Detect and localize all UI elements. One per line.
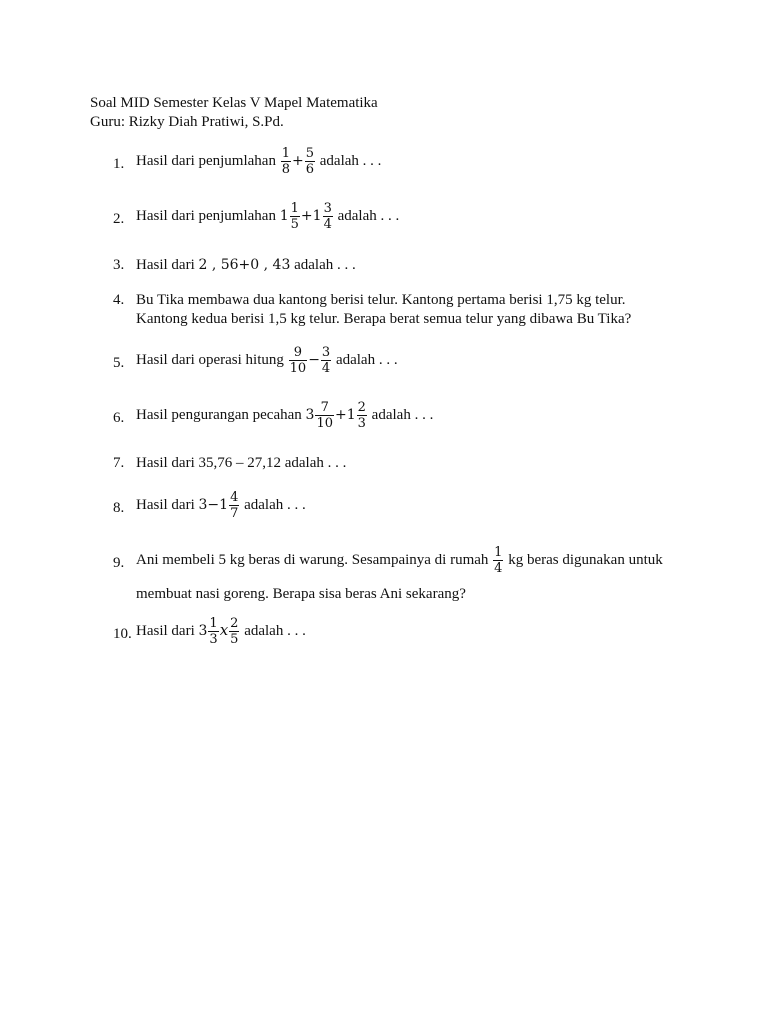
question-8 [113, 490, 713, 521]
teacher-name: Guru: Rizky Diah Pratiwi, S.Pd. [90, 114, 284, 130]
fraction: $\frac{9}{10}$ [289, 345, 307, 376]
question-text-line-2: membuat nasi goreng. Berapa sisa beras Ani sekarang? [136, 586, 466, 602]
question-suffix: adalah . . . [371, 406, 434, 423]
question-text: Hasil dari [136, 496, 195, 513]
whole-number: 1 [346, 406, 356, 423]
whole-number: 1 [219, 496, 229, 513]
fraction: $\frac{5}{6}$ [305, 146, 315, 177]
question-text: Hasil dari penjumlahan [136, 152, 276, 169]
operator: + [292, 152, 304, 169]
operator: x [219, 620, 229, 639]
question-9 [113, 545, 733, 604]
operator: − [308, 351, 320, 368]
whole-number: 3 [198, 622, 208, 639]
operator: + [334, 406, 347, 423]
question-text: Hasil dari operasi hitung [136, 351, 284, 368]
fraction: $\frac{4}{7}$ [230, 490, 239, 521]
fraction: $\frac{1}{4}$ [494, 545, 503, 576]
question-text: Hasil dari [136, 257, 195, 273]
question-text: Hasil pengurangan pecahan [136, 406, 302, 423]
question-number: 4. [113, 292, 125, 308]
question-text-line-1: Bu Tika membawa dua kantong berisi telur. Kantong pertama berisi 1,75 kg telur. [136, 292, 626, 308]
fraction: $\frac{3}{4}$ [321, 345, 331, 376]
question-suffix: adalah . . . [294, 257, 356, 273]
question-text: Hasil dari penjumlahan [136, 207, 276, 224]
question-number: 3. [113, 257, 125, 273]
question-suffix: adalah . . . [337, 207, 400, 224]
operator: + [300, 207, 313, 224]
question-10 [113, 616, 713, 647]
question-7 [113, 454, 713, 473]
question-suffix: adalah . . . [335, 351, 398, 368]
operator: − [207, 496, 220, 513]
document-title: Soal MID Semester Kelas V Mapel Matematika [90, 95, 378, 111]
whole-number: 1 [312, 207, 322, 224]
question-number: 5. [113, 355, 125, 371]
question-suffix: adalah . . . [244, 496, 306, 513]
question-number: 7. [113, 455, 125, 471]
question-suffix: adalah . . . [244, 622, 306, 639]
fraction: $\frac{1}{8}$ [281, 146, 290, 177]
question-3 [113, 256, 713, 275]
question-number: 6. [113, 410, 125, 426]
question-text: Hasil dari [136, 622, 195, 639]
question-2 [113, 201, 713, 232]
question-text-line-2: Kantong kedua berisi 1,5 kg telur. Berapa berat semua telur yang dibawa Bu Tika? [136, 311, 632, 327]
question-6 [113, 400, 713, 431]
fraction: $\frac{2}{5}$ [230, 616, 239, 647]
question-text: Hasil dari 35,76 – 27,12 adalah . . . [136, 455, 347, 471]
fraction: $\frac{1}{5}$ [290, 201, 299, 232]
whole-number: 3 [305, 406, 315, 423]
fraction: $\frac{2}{3}$ [357, 400, 366, 431]
whole-number: 3 [198, 496, 208, 513]
question-number: 9. [113, 555, 125, 571]
math-expression: 2 , 56+0 , 43 [198, 257, 291, 273]
question-5 [113, 345, 713, 376]
whole-number: 1 [279, 207, 289, 224]
question-text: Ani membeli 5 kg beras di warung. Sesampainya di rumah [136, 551, 489, 568]
question-1 [113, 146, 713, 177]
question-4 [113, 291, 713, 329]
question-suffix: adalah . . . [319, 152, 382, 169]
question-number: 10. [113, 626, 132, 642]
question-number: 8. [113, 500, 125, 516]
document-header [90, 94, 378, 132]
fraction: $\frac{3}{4}$ [323, 201, 332, 232]
question-text-cont: kg beras digunakan untuk [508, 551, 663, 568]
question-number: 1. [113, 156, 125, 172]
fraction: $\frac{1}{3}$ [209, 616, 218, 647]
question-number: 2. [113, 211, 125, 227]
fraction: $\frac{7}{10}$ [316, 400, 333, 431]
